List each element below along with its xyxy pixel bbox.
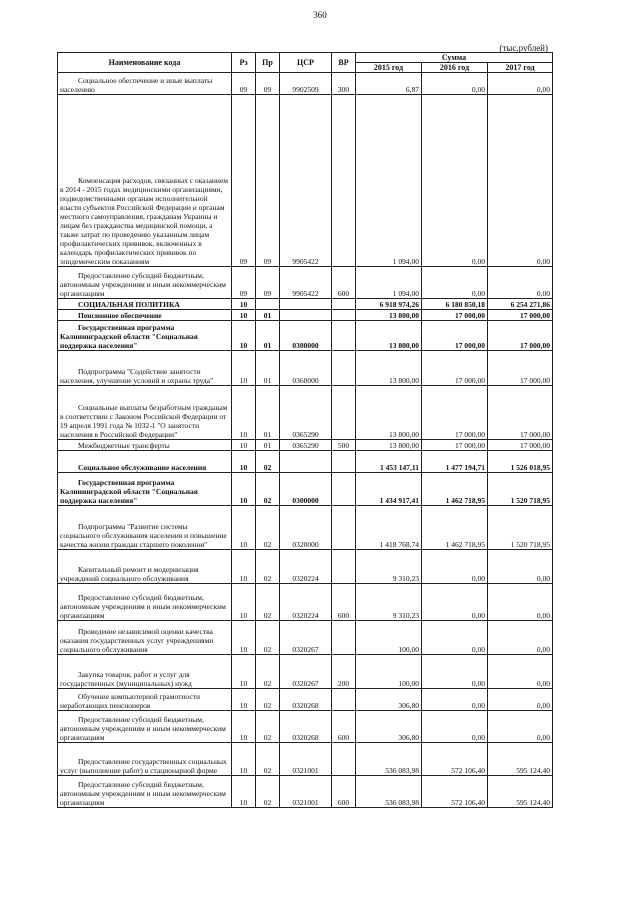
row-value-2015: 13 800,00 bbox=[356, 351, 422, 386]
row-name: Капитальный ремонт и модернизация учреждений социального обслуживания bbox=[58, 550, 232, 584]
table-row bbox=[58, 689, 553, 711]
row-pr: 02 bbox=[256, 689, 280, 711]
row-pr: 01 bbox=[256, 440, 280, 451]
row-name: Предоставление субсидий бюджетным, автономным учреждениям и иным некоммерческим организациям bbox=[58, 584, 232, 621]
row-rz: 10 bbox=[232, 310, 256, 321]
row-csr bbox=[280, 310, 332, 321]
row-name: Социальное обслуживание населения bbox=[58, 451, 232, 473]
row-name: Предоставление субсидий бюджетным, автономным учреждениям и иным некоммерческим организациям bbox=[58, 711, 232, 743]
table-row bbox=[58, 386, 553, 440]
row-csr: 9905422 bbox=[280, 267, 332, 299]
table-row bbox=[58, 584, 553, 621]
row-rz: 10 bbox=[232, 451, 256, 473]
row-pr: 02 bbox=[256, 655, 280, 689]
row-rz: 10 bbox=[232, 776, 256, 808]
row-value-2016: 17 000,00 bbox=[422, 351, 488, 386]
row-vr bbox=[332, 386, 356, 440]
row-value-2017: 0,00 bbox=[488, 655, 553, 689]
row-vr: 600 bbox=[332, 267, 356, 299]
row-vr bbox=[332, 95, 356, 267]
row-csr: 0321001 bbox=[280, 776, 332, 808]
table-row bbox=[58, 776, 553, 808]
row-value-2017: 0,00 bbox=[488, 550, 553, 584]
row-pr bbox=[256, 299, 280, 310]
row-csr: 0320000 bbox=[280, 506, 332, 550]
row-value-2015: 100,00 bbox=[356, 655, 422, 689]
row-value-2015: 100,00 bbox=[356, 621, 422, 655]
row-name: Проведение независимой оценки качества оказания государственных услуг учреждениями социального обслуживания bbox=[58, 621, 232, 655]
header-2016: 2016 год bbox=[422, 63, 488, 73]
row-pr: 02 bbox=[256, 506, 280, 550]
row-value-2015: 13 800,00 bbox=[356, 386, 422, 440]
row-rz: 10 bbox=[232, 506, 256, 550]
row-csr: 9905422 bbox=[280, 95, 332, 267]
row-name: Социальные выплаты безработным гражданам в соответствии с Законом Российской Федерации от 19 апреля 1991 года № 1032-1 "О занятости населения в Российской Федерации" bbox=[58, 386, 232, 440]
row-value-2015: 1 094,00 bbox=[356, 267, 422, 299]
table-row bbox=[58, 743, 553, 776]
row-value-2017: 17 000,00 bbox=[488, 440, 553, 451]
row-name: Социальное обеспечение и иные выплаты населению bbox=[58, 73, 232, 95]
row-value-2016: 0,00 bbox=[422, 655, 488, 689]
row-value-2016: 17 000,00 bbox=[422, 386, 488, 440]
row-value-2017: 1 520 718,95 bbox=[488, 473, 553, 506]
row-value-2016: 0,00 bbox=[422, 689, 488, 711]
row-csr: 0300000 bbox=[280, 473, 332, 506]
table-row bbox=[58, 299, 553, 310]
row-vr bbox=[332, 451, 356, 473]
row-value-2016: 0,00 bbox=[422, 550, 488, 584]
row-value-2015: 1 094,00 bbox=[356, 95, 422, 267]
row-vr: 600 bbox=[332, 584, 356, 621]
row-name: Межбюджетные трансферты bbox=[58, 440, 232, 451]
row-value-2015: 13 800,00 bbox=[356, 310, 422, 321]
row-value-2015: 1 434 917,41 bbox=[356, 473, 422, 506]
row-csr: 9902509 bbox=[280, 73, 332, 95]
table-row bbox=[58, 95, 553, 267]
row-vr: 600 bbox=[332, 776, 356, 808]
header-vr: ВР bbox=[332, 53, 356, 73]
row-value-2015: 306,80 bbox=[356, 711, 422, 743]
row-rz: 10 bbox=[232, 689, 256, 711]
table-row bbox=[58, 473, 553, 506]
row-value-2017: 0,00 bbox=[488, 95, 553, 267]
header-2017: 2017 год bbox=[488, 63, 553, 73]
row-value-2016: 0,00 bbox=[422, 621, 488, 655]
row-name: Обучение компьютерной грамотности неработающих пенсионеров bbox=[58, 689, 232, 711]
row-value-2017: 6 254 271,86 bbox=[488, 299, 553, 310]
row-vr bbox=[332, 321, 356, 351]
row-pr: 01 bbox=[256, 351, 280, 386]
table-row bbox=[58, 267, 553, 299]
row-csr: 0320268 bbox=[280, 711, 332, 743]
row-value-2016: 0,00 bbox=[422, 711, 488, 743]
row-value-2015: 536 083,98 bbox=[356, 776, 422, 808]
header-csr: ЦСР bbox=[280, 53, 332, 73]
row-rz: 10 bbox=[232, 386, 256, 440]
row-value-2016: 0,00 bbox=[422, 584, 488, 621]
row-rz: 10 bbox=[232, 584, 256, 621]
table-row bbox=[58, 351, 553, 386]
row-name: Подпрограмма "Содействие занятости населения, улучшение условий и охраны труда" bbox=[58, 351, 232, 386]
row-value-2016: 6 180 850,18 bbox=[422, 299, 488, 310]
row-rz: 10 bbox=[232, 351, 256, 386]
row-value-2017: 17 000,00 bbox=[488, 310, 553, 321]
row-vr bbox=[332, 506, 356, 550]
row-vr: 600 bbox=[332, 711, 356, 743]
row-value-2015: 9 310,23 bbox=[356, 550, 422, 584]
row-pr: 02 bbox=[256, 451, 280, 473]
row-name: Государственная программа Калининградской области "Социальная поддержка населения" bbox=[58, 473, 232, 506]
row-name: Закупка товаров, работ и услуг для государственных (муниципальных) нужд bbox=[58, 655, 232, 689]
row-rz: 10 bbox=[232, 711, 256, 743]
row-name: Предоставление субсидий бюджетным, автономным учреждениям и иным некоммерческим организациям bbox=[58, 776, 232, 808]
row-rz: 10 bbox=[232, 473, 256, 506]
row-value-2016: 572 106,40 bbox=[422, 776, 488, 808]
row-csr: 0365290 bbox=[280, 386, 332, 440]
row-pr: 09 bbox=[256, 95, 280, 267]
row-value-2017: 0,00 bbox=[488, 621, 553, 655]
row-vr: 500 bbox=[332, 440, 356, 451]
row-rz: 10 bbox=[232, 299, 256, 310]
budget-table bbox=[57, 52, 553, 808]
row-value-2016: 572 106,40 bbox=[422, 743, 488, 776]
row-name: Пенсионное обеспечение bbox=[58, 310, 232, 321]
row-rz: 10 bbox=[232, 655, 256, 689]
row-vr: 200 bbox=[332, 655, 356, 689]
row-name: Государственная программа Калининградской области "Социальная поддержка населения" bbox=[58, 321, 232, 351]
row-value-2015: 1 418 768,74 bbox=[356, 506, 422, 550]
row-csr: 0360000 bbox=[280, 351, 332, 386]
row-value-2015: 13 800,00 bbox=[356, 321, 422, 351]
row-pr: 02 bbox=[256, 473, 280, 506]
row-vr bbox=[332, 621, 356, 655]
table-row bbox=[58, 711, 553, 743]
row-pr: 01 bbox=[256, 321, 280, 351]
row-value-2016: 17 000,00 bbox=[422, 310, 488, 321]
row-csr: 0365290 bbox=[280, 440, 332, 451]
row-name: Предоставление государственных социальных услуг (выполнение работ) в стационарной форме bbox=[58, 743, 232, 776]
row-rz: 09 bbox=[232, 73, 256, 95]
row-vr bbox=[332, 473, 356, 506]
row-csr bbox=[280, 299, 332, 310]
row-value-2016: 0,00 bbox=[422, 73, 488, 95]
row-pr: 02 bbox=[256, 621, 280, 655]
header-rz: Рз bbox=[232, 53, 256, 73]
row-pr: 02 bbox=[256, 776, 280, 808]
row-pr: 02 bbox=[256, 584, 280, 621]
row-csr bbox=[280, 451, 332, 473]
header-name: Наименование кода bbox=[58, 53, 232, 73]
row-value-2016: 17 000,00 bbox=[422, 321, 488, 351]
row-value-2017: 17 000,00 bbox=[488, 386, 553, 440]
row-name: Подпрограмма "Развитие системы социального обслуживания населения и повышение качества жизни граждан старшего поколения" bbox=[58, 506, 232, 550]
row-value-2017: 595 124,40 bbox=[488, 776, 553, 808]
row-value-2015: 536 083,98 bbox=[356, 743, 422, 776]
row-value-2017: 0,00 bbox=[488, 267, 553, 299]
row-csr: 0300000 bbox=[280, 321, 332, 351]
row-vr bbox=[332, 299, 356, 310]
table-row bbox=[58, 310, 553, 321]
row-value-2016: 0,00 bbox=[422, 267, 488, 299]
table-row bbox=[58, 73, 553, 95]
row-value-2015: 13 800,00 bbox=[356, 440, 422, 451]
row-vr bbox=[332, 743, 356, 776]
row-rz: 10 bbox=[232, 621, 256, 655]
row-vr bbox=[332, 689, 356, 711]
table-row bbox=[58, 321, 553, 351]
row-value-2017: 0,00 bbox=[488, 584, 553, 621]
header-sum: Сумма bbox=[356, 53, 553, 63]
row-rz: 10 bbox=[232, 321, 256, 351]
row-value-2017: 17 000,00 bbox=[488, 321, 553, 351]
table-body bbox=[58, 73, 553, 808]
row-pr: 01 bbox=[256, 310, 280, 321]
row-rz: 10 bbox=[232, 743, 256, 776]
row-csr: 0320267 bbox=[280, 621, 332, 655]
row-pr: 02 bbox=[256, 743, 280, 776]
row-rz: 10 bbox=[232, 550, 256, 584]
row-pr: 09 bbox=[256, 267, 280, 299]
row-pr: 02 bbox=[256, 550, 280, 584]
row-value-2015: 6 918 974,26 bbox=[356, 299, 422, 310]
row-rz: 10 bbox=[232, 440, 256, 451]
row-value-2017: 595 124,40 bbox=[488, 743, 553, 776]
row-pr: 02 bbox=[256, 711, 280, 743]
row-csr: 0320268 bbox=[280, 689, 332, 711]
row-value-2017: 1 520 718,95 bbox=[488, 506, 553, 550]
row-csr: 0320224 bbox=[280, 550, 332, 584]
row-value-2016: 0,00 bbox=[422, 95, 488, 267]
row-value-2015: 1 453 147,11 bbox=[356, 451, 422, 473]
table-row bbox=[58, 440, 553, 451]
row-value-2016: 17 000,00 bbox=[422, 440, 488, 451]
table-row bbox=[58, 506, 553, 550]
row-name: Предоставление субсидий бюджетным, автономным учреждениям и иным некоммерческим организациям bbox=[58, 267, 232, 299]
row-csr: 0321001 bbox=[280, 743, 332, 776]
row-csr: 0320224 bbox=[280, 584, 332, 621]
row-name: СОЦИАЛЬНАЯ ПОЛИТИКА bbox=[58, 299, 232, 310]
row-vr bbox=[332, 550, 356, 584]
header-pr: Пр bbox=[256, 53, 280, 73]
header-2015: 2015 год bbox=[356, 63, 422, 73]
table-row bbox=[58, 451, 553, 473]
row-rz: 09 bbox=[232, 267, 256, 299]
units-label: (тыс.рублей) bbox=[499, 43, 548, 53]
row-name: Компенсация расходов, связанных с оказанием в 2014 - 2015 годах медицинскими организациями, подведомственными органам исполнительной власти субъектов Российской Федерации и органам местного самоуправления, гражданам Украины и лицам без гражданства медицинской помощи, а также затрат по проведению указанным лицам профилактических прививок, включенных в календарь профилактических прививок по эпидемическим показаниям bbox=[58, 95, 232, 267]
row-value-2017: 17 000,00 bbox=[488, 351, 553, 386]
row-value-2017: 0,00 bbox=[488, 711, 553, 743]
row-value-2015: 306,80 bbox=[356, 689, 422, 711]
row-value-2015: 6,87 bbox=[356, 73, 422, 95]
page-number: 360 bbox=[313, 10, 327, 20]
row-value-2015: 9 310,23 bbox=[356, 584, 422, 621]
row-value-2017: 1 526 018,95 bbox=[488, 451, 553, 473]
row-value-2016: 1 477 194,71 bbox=[422, 451, 488, 473]
row-vr bbox=[332, 351, 356, 386]
row-pr: 09 bbox=[256, 73, 280, 95]
table-row bbox=[58, 621, 553, 655]
row-value-2016: 1 462 718,95 bbox=[422, 473, 488, 506]
row-value-2017: 0,00 bbox=[488, 689, 553, 711]
row-csr: 0320267 bbox=[280, 655, 332, 689]
row-vr bbox=[332, 310, 356, 321]
row-value-2016: 1 462 718,95 bbox=[422, 506, 488, 550]
row-value-2017: 0,00 bbox=[488, 73, 553, 95]
row-pr: 01 bbox=[256, 386, 280, 440]
row-rz: 09 bbox=[232, 95, 256, 267]
table-row bbox=[58, 655, 553, 689]
table-row bbox=[58, 550, 553, 584]
row-vr: 300 bbox=[332, 73, 356, 95]
